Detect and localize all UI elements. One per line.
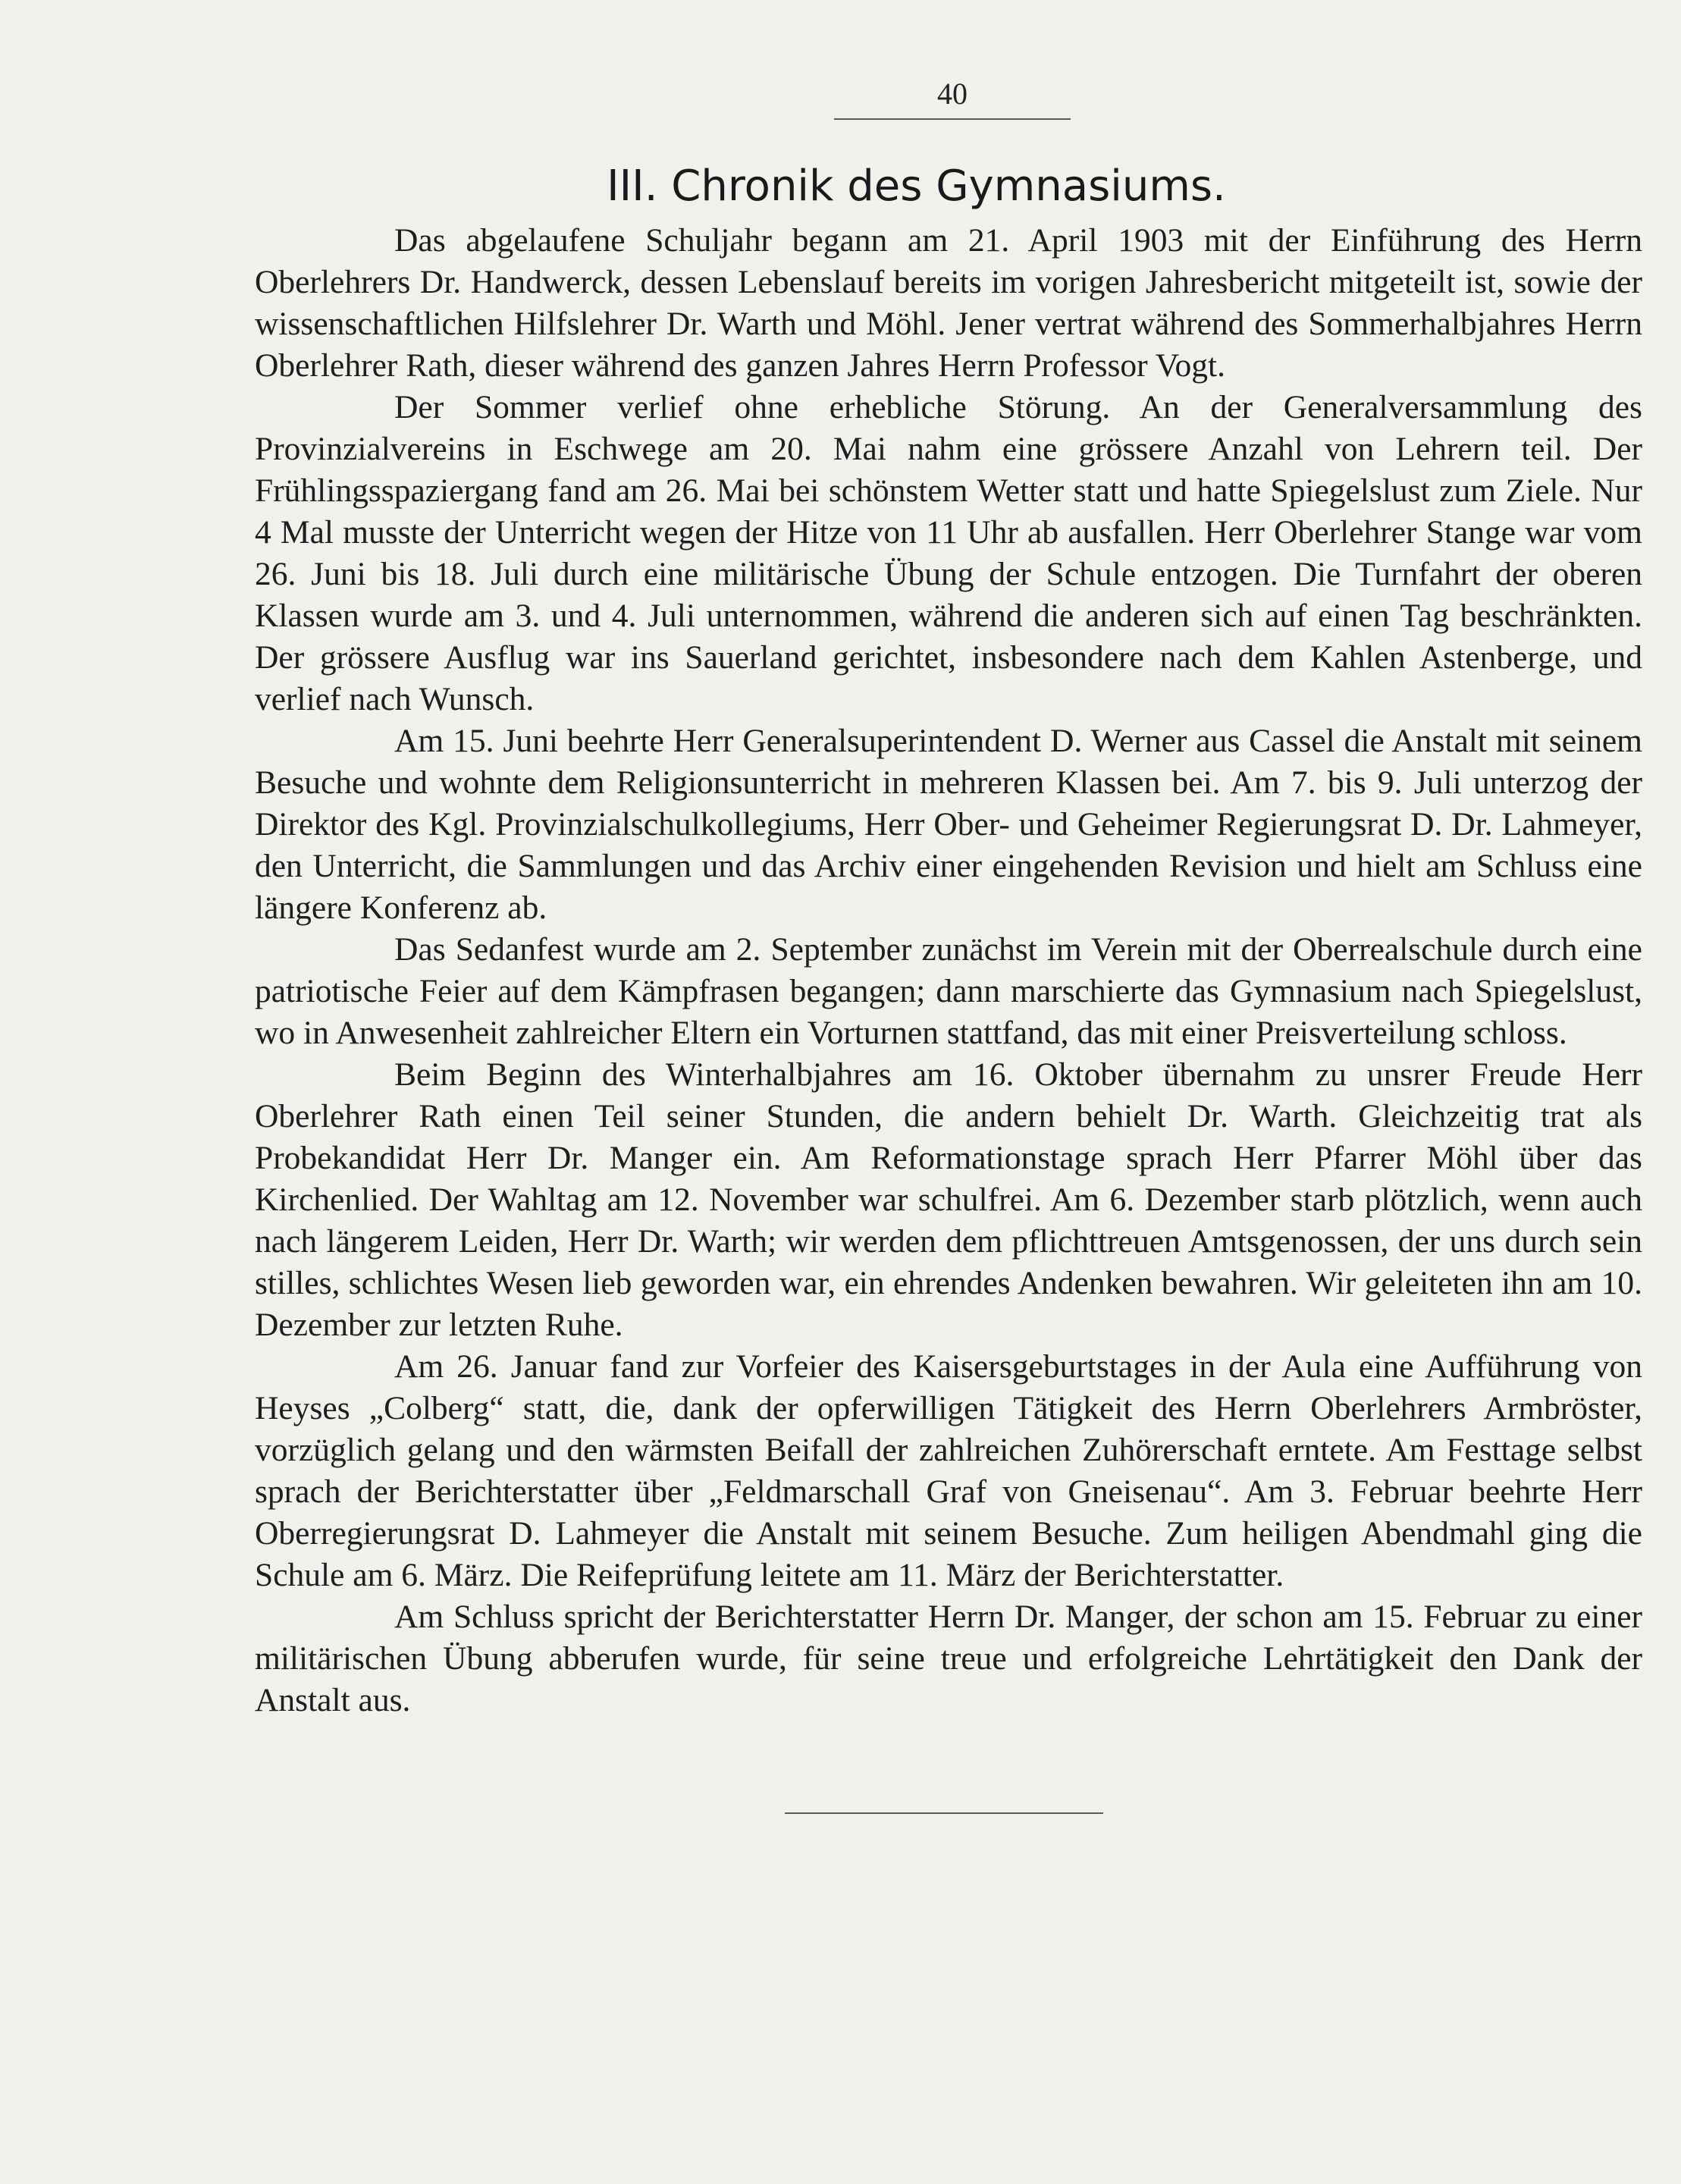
footer-rule [785, 1812, 1103, 1814]
paragraph-summer: Der Sommer verlief ohne erhebliche Störung. An der Generalversammlung des Provinzialvereins in Eschwege am 20. Mai nahm eine grössere Anzahl von Lehrern teil. Der Frühlingsspaziergang fand am 26. Mai bei schönstem Wetter statt und hatte Spiegelslust zum Ziele. Nur 4 Mal musste der Unterricht wegen der Hitze von 11 Uhr ab ausfallen. Herr Oberlehrer Stange war vom 26. Juni bis 18. Juli durch eine militärische Übung der Schule entzogen. Die Turnfahrt der oberen Klassen wurde am 3. und 4. Juli unternommen, während die anderen sich auf einen Tag beschränkten. Der grössere Ausflug war ins Sauerland gerichtet, insbesondere nach dem Kahlen Astenberge, und verlief nach Wunsch. [255, 389, 1642, 717]
body-text [255, 220, 1642, 1721]
paragraph-winter-term: Beim Beginn des Winterhalbjahres am 16. Oktober übernahm zu unsrer Freude Herr Oberlehrer Rath einen Teil seiner Stunden, die andern behielt Dr. Warth. Gleichzeitig trat als Probekandidat Herr Dr. Manger ein. Am Reformationstage sprach Herr Pfarrer Möhl über das Kirchenlied. Der Wahltag am 12. November war schulfrei. Am 6. Dezember starb plötzlich, wenn auch nach längerem Leiden, Herr Dr. Warth; wir werden dem pflichttreuen Amtsgenossen, der uns durch sein stilles, schlichtes Wesen lieb geworden war, ein ehrendes Andenken bewahren. Wir geleiteten ihn am 10. Dezember zur letzten Ruhe. [255, 1056, 1642, 1343]
paragraph-closing-thanks: Am Schluss spricht der Berichterstatter Herrn Dr. Manger, der schon am 15. Februar zu einer militärischen Übung abberufen wurde, für seine treue und erfolgreiche Lehrtätigkeit den Dank der Anstalt aus. [255, 1599, 1642, 1718]
paragraph-january-february: Am 26. Januar fand zur Vorfeier des Kaisersgeburtstages in der Aula eine Aufführung von Heyses „Colberg“ statt, die, dank der opferwilligen Tätigkeit des Herrn Oberlehrers Armbröster, vorzüglich gelang und den wärmsten Beifall der zahlreichen Zuhörerschaft erntete. Am Festtage selbst sprach der Berichterstatter über „Feldmarschall Graf von Gneisenau“. Am 3. Februar beehrte Herr Oberregierungsrat D. Lahmeyer die Anstalt mit seinem Besuche. Zum heiligen Abendmahl ging die Schule am 6. März. Die Reifeprüfung leitete am 11. März der Berichterstatter. [255, 1348, 1642, 1593]
page-number: 40 [937, 77, 968, 111]
header-rule [834, 118, 1071, 120]
paragraph-sedanfest: Das Sedanfest wurde am 2. September zunächst im Verein mit der Oberrealschule durch eine patriotische Feier auf dem Kämpfrasen begangen; dann marschierte das Gymnasium nach Spiegelslust, wo in Anwesenheit zahlreicher Eltern ein Vorturnen stattfand, das mit einer Preisverteilung schloss. [255, 931, 1642, 1051]
paragraph-visits: Am 15. Juni beehrte Herr Generalsuperintendent D. Werner aus Cassel die Anstalt mit seinem Besuche und wohnte dem Religionsunterricht in mehreren Klassen bei. Am 7. bis 9. Juli unterzog der Direktor des Kgl. Provinzialschulkollegiums, Herr Ober- und Geheimer Regierungsrat D. Dr. Lahmeyer, den Unterricht, die Sammlungen und das Archiv einer eingehenden Revision und hielt am Schluss eine längere Konferenz ab. [255, 723, 1642, 926]
section-heading: III. Chronik des Gymnasiums. [607, 162, 1226, 211]
paragraph-school-year-start: Das abgelaufene Schuljahr begann am 21. April 1903 mit der Einführung des Herrn Oberlehrers Dr. Handwerck, dessen Lebenslauf bereits im vorigen Jahresbericht mitgeteilt ist, sowie der wissenschaftlichen Hilfslehrer Dr. Warth und Möhl. Jener vertrat während des Sommerhalbjahres Herrn Oberlehrer Rath, dieser während des ganzen Jahres Herrn Professor Vogt. [255, 222, 1642, 384]
